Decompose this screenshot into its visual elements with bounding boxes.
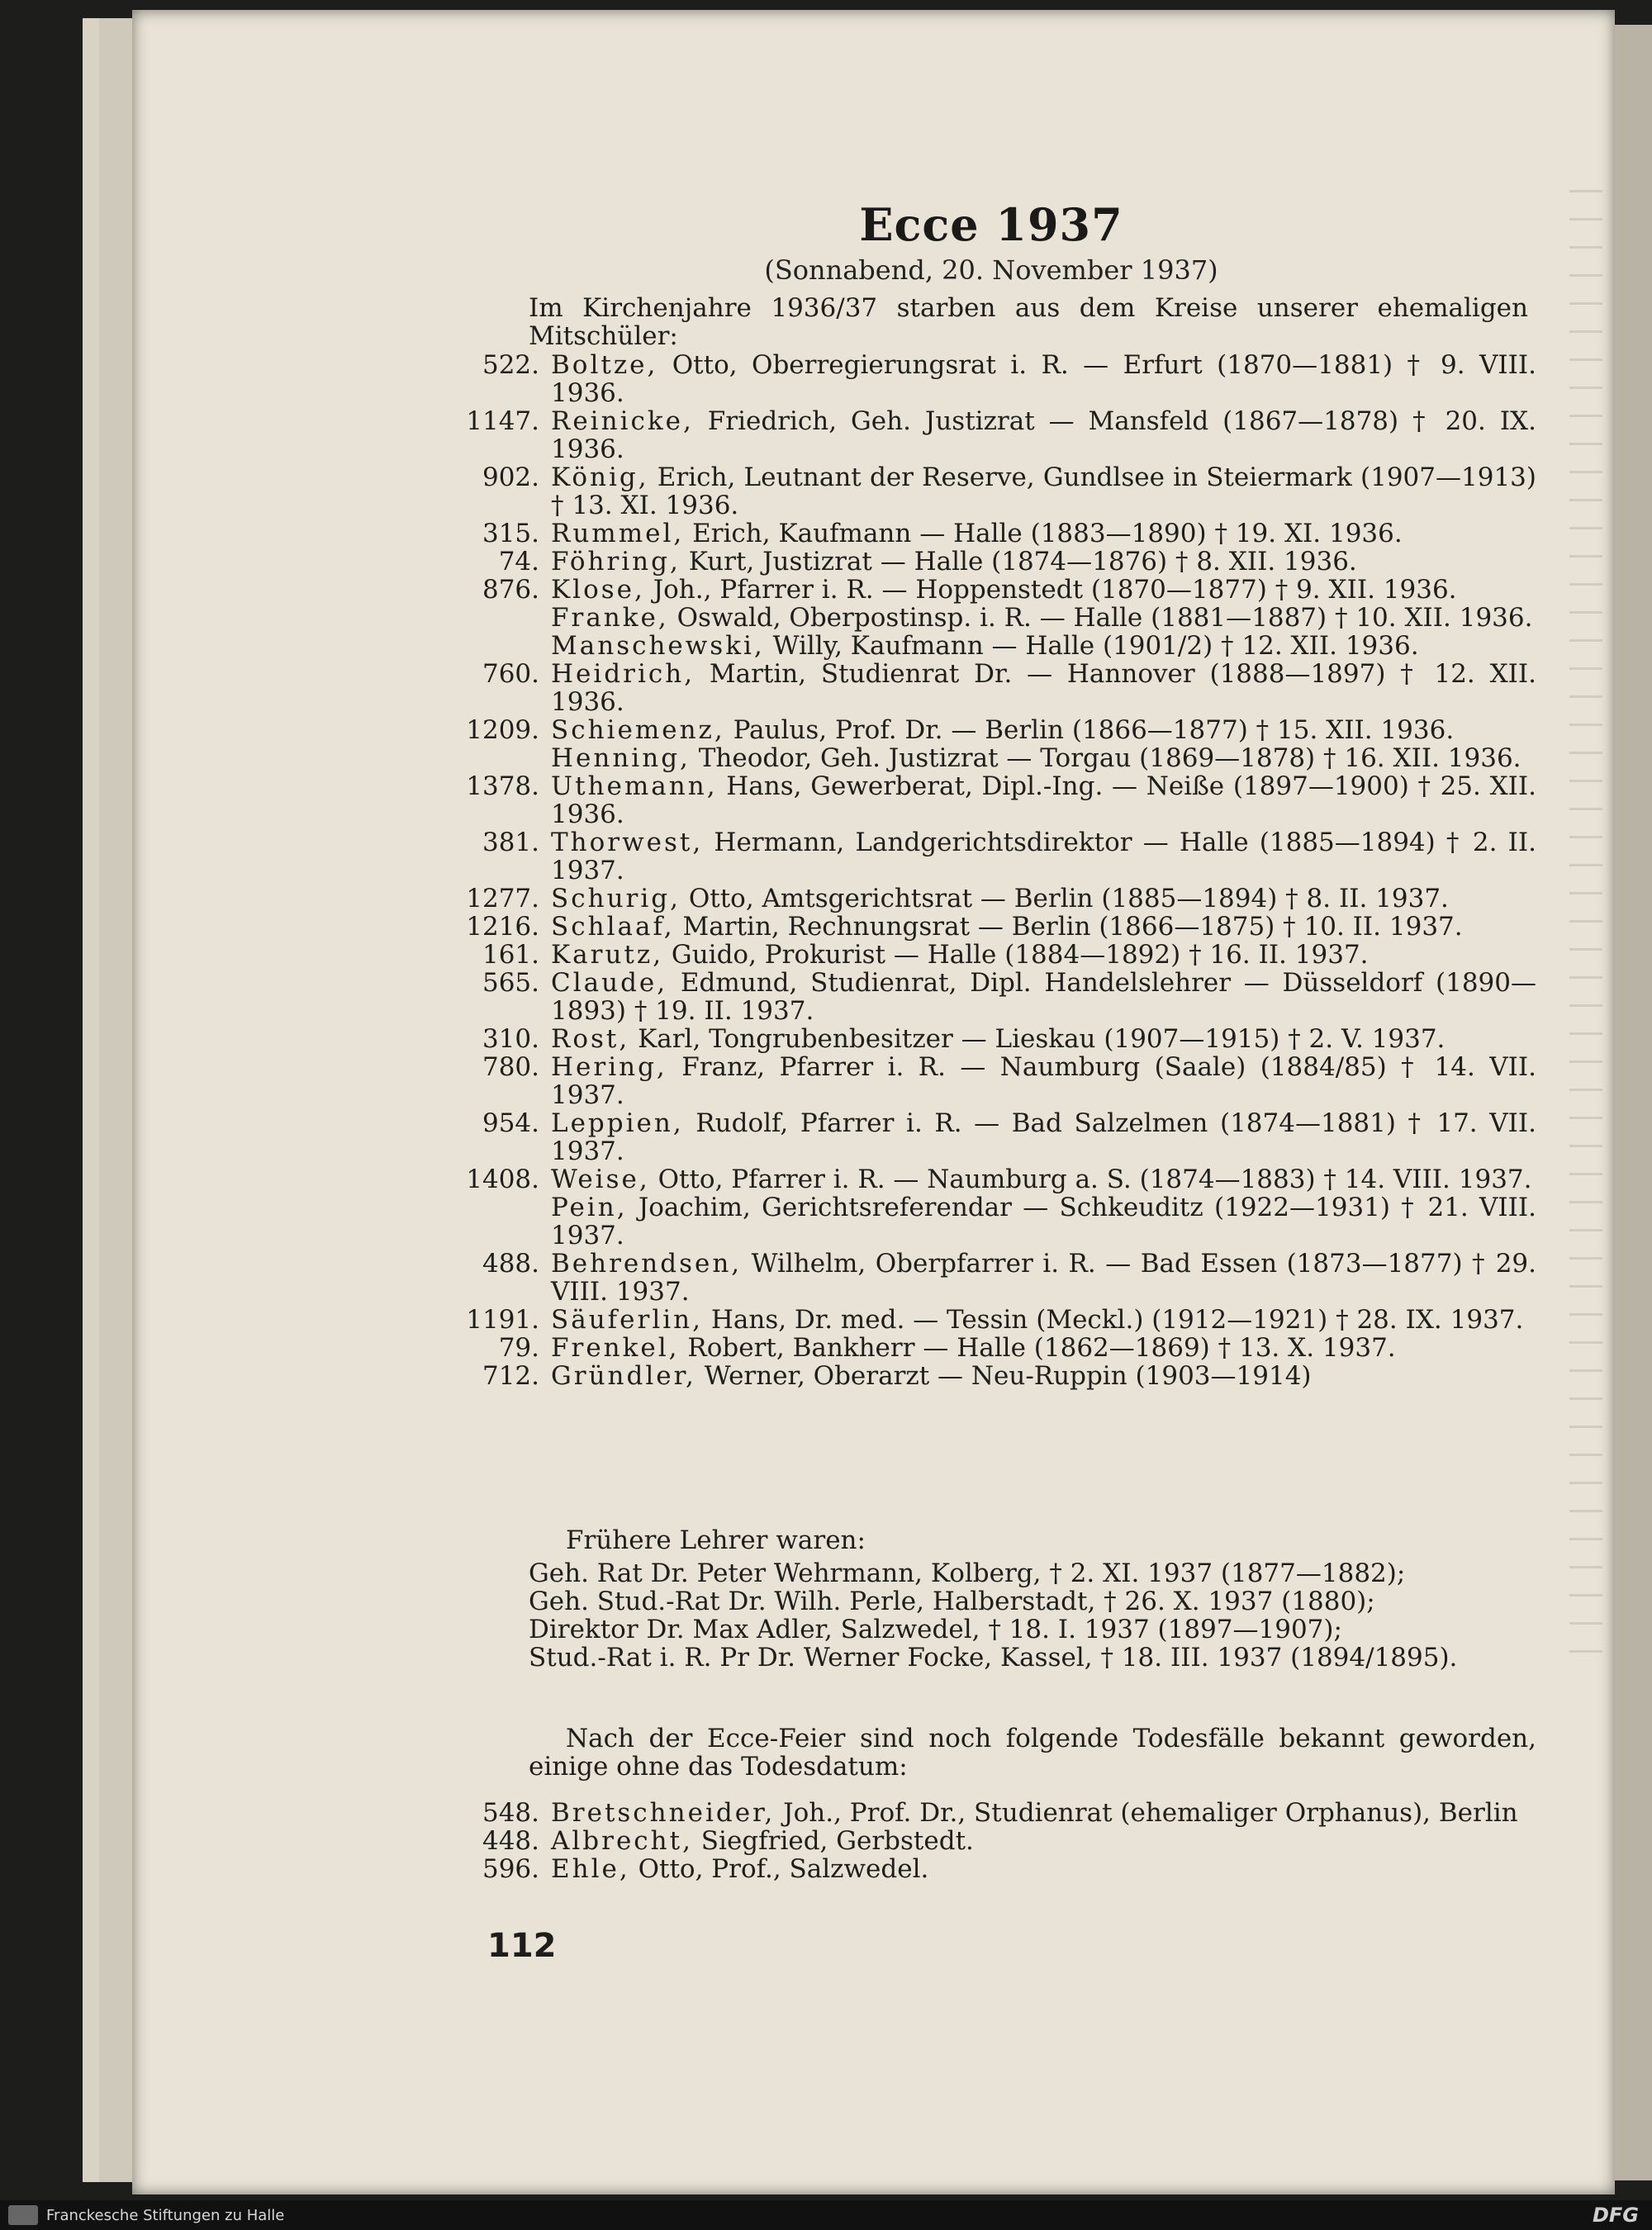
page-subtitle: (Sonnabend, 20. November 1937)	[764, 254, 1218, 286]
entry-details: Erich, Kaufmann — Halle (1883—1890) † 19. XI. 1936.	[684, 519, 1403, 548]
intro-paragraph: Im Kirchenjahre 1936/37 starben aus dem Kreise unserer ehemaligen Mitschüler:	[529, 293, 1528, 351]
viewer-footer	[0, 2200, 1652, 2230]
entry-details: Wilhelm, Oberpfarrer i. R. — Bad Essen (1873—1877) † 29. VIII. 1937.	[551, 1249, 1536, 1307]
entry-text	[551, 1855, 1545, 1883]
entry-text	[551, 744, 1536, 772]
entry-number	[446, 632, 551, 660]
entry-text	[551, 660, 1536, 716]
entry-text	[551, 1250, 1536, 1306]
entry-text	[551, 716, 1536, 744]
page-stack-edge	[99, 18, 132, 2182]
entry-number: 1277.	[466, 884, 539, 913]
entry-surname: Behrendsen,	[551, 1249, 743, 1279]
teacher-line: Direktor Dr. Max Adler, Salzwedel, † 18. I. 1937 (1897—1907);	[529, 1615, 1342, 1644]
show-through-text	[1569, 190, 1602, 1677]
list-item	[446, 1250, 1536, 1306]
list-item	[446, 716, 1536, 744]
entry-details: Edmund, Studienrat, Dipl. Handelslehrer — Düsseldorf (1890—1893) † 19. II. 1937.	[551, 968, 1536, 1026]
entry-surname: Reinicke,	[551, 406, 694, 436]
entry-surname: Klose,	[551, 575, 645, 605]
entry-number	[446, 1193, 551, 1250]
entry-text	[551, 407, 1536, 463]
list-item	[446, 1193, 1536, 1250]
list-item	[446, 1053, 1536, 1109]
entry-number	[446, 744, 551, 772]
entry-surname: Frenkel,	[551, 1333, 680, 1363]
entry-text	[551, 576, 1536, 604]
teacher-line: Geh. Rat Dr. Peter Wehrmann, Kolberg, † 2. XI. 1937 (1877—1882);	[529, 1559, 1406, 1588]
list-item	[446, 576, 1536, 604]
entry-text	[551, 828, 1536, 885]
teacher-line: Geh. Stud.-Rat Dr. Wilh. Perle, Halberstadt, † 26. X. 1937 (1880);	[529, 1587, 1375, 1616]
entry-details: Siegfried, Gerbstedt.	[692, 1826, 974, 1856]
entry-text	[551, 1053, 1536, 1109]
entry-details: Martin, Rechnungsrat — Berlin (1866—1875) † 10. II. 1937.	[674, 912, 1463, 942]
entry-number: 1191.	[466, 1305, 539, 1335]
former-teachers-section	[529, 1526, 1536, 1672]
entry-details: Erich, Leutnant der Reserve, Gundlsee in Steiermark (1907—1913) † 13. XI. 1936.	[551, 463, 1536, 520]
entry-surname: Rummel,	[551, 519, 685, 548]
list-item	[446, 407, 1536, 463]
list-item	[446, 969, 1536, 1025]
entry-surname: Claude,	[551, 968, 668, 998]
entry-text	[551, 1362, 1536, 1390]
entry-number: 596.	[482, 1854, 539, 1884]
entry-surname: Karutz,	[551, 940, 664, 970]
entry-surname: Thorwest,	[551, 828, 704, 857]
entry-number: 1147.	[466, 406, 539, 436]
entry-details: Joh., Prof. Dr., Studienrat (ehemaliger Orphanus), Berlin	[775, 1798, 1518, 1828]
entry-details: Robert, Bankherr — Halle (1862—1869) † 13. X. 1937.	[679, 1333, 1396, 1363]
entry-number: 310.	[482, 1024, 539, 1054]
entry-details: Karl, Tongrubenbesitzer — Lieskau (1907—1915) † 2. V. 1937.	[629, 1024, 1446, 1054]
dfg-logo: DFG	[1592, 2204, 1639, 2227]
entry-number: 1209.	[466, 715, 539, 745]
entry-number: 448.	[482, 1826, 539, 1856]
entry-number: 74.	[498, 547, 539, 576]
list-item	[446, 913, 1536, 941]
entry-surname: Uthemann,	[551, 771, 718, 801]
entry-text	[551, 1025, 1536, 1053]
list-item	[446, 744, 1536, 772]
list-item	[446, 885, 1536, 913]
list-item	[446, 351, 1536, 407]
entry-surname: Schurig,	[551, 884, 681, 913]
entry-number: 954.	[482, 1108, 539, 1138]
entry-number: 522.	[482, 350, 539, 380]
entry-surname: Gründler,	[551, 1361, 696, 1391]
entry-surname: Manschewski,	[551, 631, 765, 661]
entry-text	[551, 1827, 1545, 1855]
entry-details: Rudolf, Pfarrer i. R. — Bad Salzelmen (1874—1881) † 17. VII. 1937.	[551, 1108, 1536, 1166]
entry-text	[551, 604, 1536, 632]
entry-number: 488.	[482, 1249, 539, 1279]
entry-surname: Hering,	[551, 1052, 667, 1082]
entry-number: 760.	[482, 659, 539, 689]
entry-text	[551, 1799, 1545, 1827]
entry-text	[551, 1165, 1536, 1193]
list-item	[446, 548, 1536, 576]
entry-surname: Franke,	[551, 603, 669, 633]
entry-details: Willy, Kaufmann — Halle (1901/2) † 12. XII. 1936.	[764, 631, 1419, 661]
entry-text	[551, 941, 1536, 969]
entry-details: Otto, Prof., Salzwedel.	[629, 1854, 929, 1884]
entry-text	[551, 463, 1536, 520]
entry-number: 548.	[482, 1798, 539, 1828]
entry-surname: Säuferlin,	[551, 1305, 703, 1335]
entry-details: Werner, Oberarzt — Neu-Ruppin (1903—1914)	[695, 1361, 1312, 1391]
entry-number: 79.	[498, 1333, 539, 1363]
list-item	[446, 463, 1536, 520]
entry-surname: König,	[551, 463, 649, 492]
entry-details: Kurt, Justizrat — Halle (1874—1876) † 8. XII. 1936.	[680, 547, 1357, 576]
list-item	[446, 1827, 1545, 1855]
entry-details: Hans, Dr. med. — Tessin (Meckl.) (1912—1921) † 28. IX. 1937.	[702, 1305, 1524, 1335]
entry-surname: Leppien,	[551, 1108, 684, 1138]
entry-surname: Föhring,	[551, 547, 681, 576]
entry-details: Oswald, Oberpostinsp. i. R. — Halle (1881—1887) † 10. XII. 1936.	[668, 603, 1533, 633]
list-item	[446, 632, 1536, 660]
entry-text	[551, 1306, 1536, 1334]
list-item	[446, 1025, 1536, 1053]
entry-details: Hans, Gewerberat, Dipl.-Ing. — Neiße (1897—1900) † 25. XII. 1936.	[551, 771, 1536, 829]
entry-surname: Schiemenz,	[551, 715, 725, 745]
entry-number: 565.	[482, 968, 539, 998]
entry-surname: Henning,	[551, 743, 691, 773]
list-item	[446, 604, 1536, 632]
entry-details: Friedrich, Geh. Justizrat — Mansfeld (1867—1878) † 20. IX. 1936.	[551, 406, 1536, 464]
list-item	[446, 1362, 1536, 1390]
entry-surname: Rost,	[551, 1024, 630, 1054]
entry-surname: Schlaaf,	[551, 912, 675, 942]
entry-details: Franz, Pfarrer i. R. — Naumburg (Saale) (1884/85) † 14. VII. 1937.	[551, 1052, 1536, 1110]
page-title	[578, 198, 1404, 251]
entry-text	[551, 351, 1536, 407]
entry-number	[446, 604, 551, 632]
entry-details: Otto, Amtsgerichtsrat — Berlin (1885—1894) † 8. II. 1937.	[680, 884, 1449, 913]
entry-number: 1378.	[466, 771, 539, 801]
entry-number: 902.	[482, 463, 539, 492]
entry-details: Guido, Prokurist — Halle (1884—1892) † 16. II. 1937.	[663, 940, 1369, 970]
entry-number: 315.	[482, 519, 539, 548]
institution-logo-icon	[8, 2205, 38, 2225]
entry-text	[551, 969, 1536, 1025]
entry-details: Hermann, Landgerichtsdirektor — Halle (1885—1894) † 2. II. 1937.	[551, 828, 1536, 885]
list-item	[446, 1799, 1545, 1827]
page-number: 112	[487, 1927, 557, 1965]
list-item	[446, 1334, 1536, 1362]
entry-number: 1408.	[466, 1165, 539, 1194]
entry-text	[551, 1193, 1536, 1250]
entry-text	[551, 885, 1536, 913]
entry-surname: Bretschneider,	[551, 1798, 776, 1828]
list-item	[446, 1306, 1536, 1334]
addendum-list	[446, 1799, 1545, 1883]
teacher-line: Stud.-Rat i. R. Pr Dr. Werner Focke, Kassel, † 18. III. 1937 (1894/1895).	[529, 1643, 1458, 1672]
entry-number: 712.	[482, 1361, 539, 1391]
entry-text	[551, 1334, 1536, 1362]
list-item	[446, 828, 1536, 885]
entry-number: 780.	[482, 1052, 539, 1082]
entry-text	[551, 913, 1536, 941]
entry-text	[551, 548, 1536, 576]
entry-details: Martin, Studienrat Dr. — Hannover (1888—1897) † 12. XII. 1936.	[551, 659, 1536, 717]
entry-text	[551, 772, 1536, 828]
list-item	[446, 941, 1536, 969]
list-item	[446, 660, 1536, 716]
list-item	[446, 1855, 1545, 1883]
entry-text	[551, 520, 1536, 548]
entry-surname: Boltze,	[551, 350, 658, 380]
institution-name: Franckesche Stiftungen zu Halle	[46, 2207, 285, 2224]
list-item	[446, 772, 1536, 828]
entry-details: Joh., Pfarrer i. R. — Hoppenstedt (1870—1877) † 9. XII. 1936.	[644, 575, 1457, 605]
entry-text	[551, 1109, 1536, 1165]
entry-details: Theodor, Geh. Justizrat — Torgau (1869—1878) † 16. XII. 1936.	[690, 743, 1521, 773]
list-item	[446, 1109, 1536, 1165]
addendum-paragraph: Nach der Ecce-Feier sind noch folgende Todesfälle bekannt geworden, einige ohne das Todesdatum:	[529, 1724, 1536, 1782]
entry-number: 1216.	[466, 912, 539, 942]
entry-surname: Heidrich,	[551, 659, 695, 689]
teachers-heading: Frühere Lehrer waren:	[566, 1525, 866, 1555]
entry-details: Paulus, Prof. Dr. — Berlin (1866—1877) † 15. XII. 1936.	[724, 715, 1455, 745]
list-item	[446, 1165, 1536, 1193]
deceased-list	[446, 351, 1536, 1390]
entry-number: 161.	[482, 940, 539, 970]
entry-surname: Weise,	[551, 1165, 650, 1194]
title-text: Ecce 1937	[859, 198, 1123, 251]
entry-details: Otto, Pfarrer i. R. — Naumburg a. S. (1874—1883) † 14. VIII. 1937.	[649, 1165, 1532, 1194]
entry-surname: Albrecht,	[551, 1826, 693, 1856]
entry-details: Otto, Oberregierungsrat i. R. — Erfurt (1870—1881) † 9. VIII. 1936.	[551, 350, 1536, 408]
list-item	[446, 520, 1536, 548]
entry-text	[551, 632, 1536, 660]
entry-details: Joachim, Gerichtsreferendar — Schkeuditz (1922—1931) † 21. VIII. 1937.	[551, 1193, 1536, 1250]
adjacent-page-edge	[1615, 25, 1652, 2180]
entry-surname: Pein,	[551, 1193, 628, 1222]
entry-number: 876.	[482, 575, 539, 605]
entry-number: 381.	[482, 828, 539, 857]
entry-surname: Ehle,	[551, 1854, 630, 1884]
